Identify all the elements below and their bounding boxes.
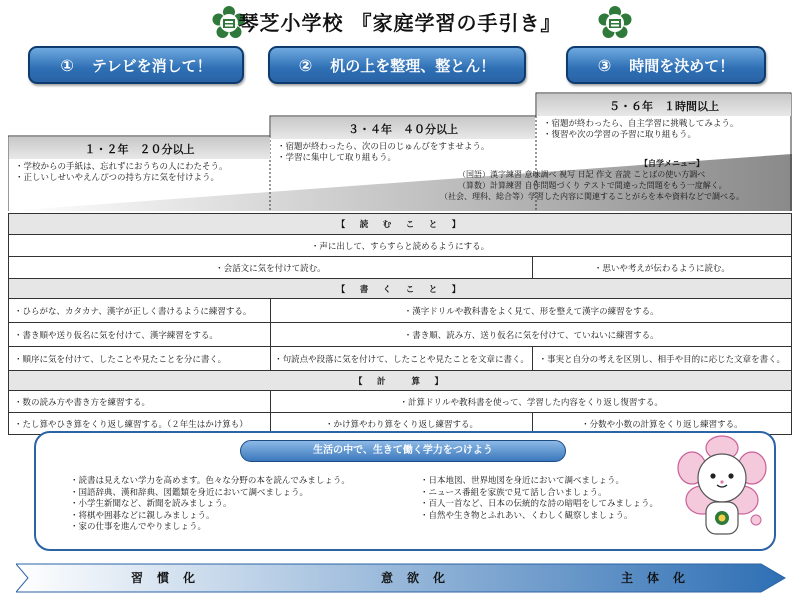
list-item: ・将棋や囲碁などに親しみましょう。 xyxy=(70,510,215,521)
table-cell: ・計算ドリルや教科書を使って、学習した内容をくり返し復習する。 xyxy=(270,391,791,412)
table-cell: ・会話文に気を付けて読む。 xyxy=(215,263,326,274)
section-heading: 【 書 く こ と 】 xyxy=(9,279,791,298)
pill-label: 時間を決めて！ xyxy=(629,56,735,75)
table-row xyxy=(8,299,792,323)
life-list-left xyxy=(70,476,350,534)
reading-heading-row xyxy=(8,213,792,235)
grade-line: ・正しいしせいやえんぴつの持ち方に気を付けよう。 xyxy=(15,173,220,183)
stage-habit: 習慣化 xyxy=(130,571,209,585)
list-item: ・家の仕事を進んでやりましょう。 xyxy=(70,522,207,532)
table-cell: ・事実と自分の考えを区別し、相手や目的に応じた文章を書く。 xyxy=(532,347,791,370)
table-cell: ・かけ算やわり算をくり返し練習する。 xyxy=(270,413,531,434)
list-item: ・読書は見えない学力を高めます。色々な分野の本を読んでみましょう。 xyxy=(70,476,350,486)
pill-number: ③ xyxy=(597,55,612,75)
life-skills-title: 生活の中で、生きて働く学力をつけよう xyxy=(240,440,566,462)
life-list-right xyxy=(420,476,658,522)
pill-number: ① xyxy=(60,55,74,75)
list-item: ・国語辞典、漢和辞典、図鑑類を身近において調べましょう。 xyxy=(70,487,309,498)
table-cell: ・数の読み方や書き方を練習する。 xyxy=(14,397,151,408)
self-study-menu xyxy=(440,169,788,202)
grade-1-2 xyxy=(9,137,270,187)
table-row xyxy=(8,391,792,413)
section-heading: 【 計 算 】 xyxy=(9,371,791,390)
list-item: ・日本地図、世界地図を身近において調べましょう。 xyxy=(420,476,625,486)
grade-line: ・学習に集中して取り組もう。 xyxy=(277,153,397,163)
table-cell: ・たし算やひき算をくり返し練習する。（２年生はかけ算も） xyxy=(14,419,248,430)
pill-label: 机の上を整理、整とん！ xyxy=(330,56,496,75)
stage-independence: 主体化 xyxy=(620,571,699,585)
section-heading: 【 読 む こ と 】 xyxy=(9,214,791,234)
pill-label: テレビを消して！ xyxy=(91,56,212,75)
table-cell: ・思いや考えが伝わるように読む。 xyxy=(532,257,791,278)
page-title: 琴芝小学校 『家庭学習の手引き』 xyxy=(238,11,562,35)
grade-title: １・２年 ２０分以上 xyxy=(9,137,270,159)
stage-motivation: 意欲化 xyxy=(380,571,459,585)
menu-line: （算数）計算練習 自作問題づくり テストで間違った問題をもう一度解く。 xyxy=(458,181,727,190)
table-row xyxy=(8,235,792,257)
list-item: ・自然や生き物とふれあい、くわしく観察しましょう。 xyxy=(420,510,633,521)
table-cell: ・書き順や送り仮名に気を付けて、漢字練習をする。 xyxy=(14,330,218,341)
grade-line: ・宿題が終わったら、自主学習に挑戦してみよう。 xyxy=(543,119,739,129)
grade-line: ・学校からの手紙は、忘れずにおうちの人にわたそう。 xyxy=(15,162,228,172)
pill-tv-off xyxy=(28,46,244,84)
pill-number: ② xyxy=(298,55,313,75)
table-cell: ・順序に気を付けて、したことや見たことを分に書く。 xyxy=(14,354,227,365)
table-row xyxy=(8,257,792,279)
grade-title: ３・４年 ４０分以上 xyxy=(271,117,535,139)
menu-title: 【自学メニュー】 xyxy=(640,159,704,168)
math-heading-row xyxy=(8,371,792,391)
table-cell: ・ひらがな、カタカナ、漢字が正しく書けるように練習する。 xyxy=(14,306,252,317)
writing-heading-row xyxy=(8,279,792,299)
mascot-flower-cat-icon xyxy=(676,434,768,546)
grade-5-6 xyxy=(537,94,791,144)
pill-set-time xyxy=(566,46,766,84)
table-cell: ・分数や小数の計算をくり返し練習する。 xyxy=(532,413,791,434)
menu-line: （社会、理科、総合等）学習した内容に関連することがらを本や資料などで調べる。 xyxy=(440,192,744,201)
table-row xyxy=(8,347,792,371)
table-row xyxy=(8,323,792,347)
menu-line: （国語）漢字練習 意味調べ 視写 日記 作文 音読 ことばの使い方調べ xyxy=(458,170,706,179)
list-item: ・小学生新聞など、新聞を読みましょう。 xyxy=(70,499,232,509)
grade-title: ５・６年 １時間以上 xyxy=(537,94,791,116)
list-item: ・ニュース番組を家族で見て話し合いましょう。 xyxy=(420,487,607,498)
table-cell: ・漢字ドリルや教科書をよく見て、形を整えて漢字の練習をする。 xyxy=(270,299,791,322)
grade-3-4 xyxy=(271,117,535,167)
table-cell: ・句読点や段落に気を付けて、したことや見たことを文章に書く。 xyxy=(270,347,531,370)
grade-line: ・宿題が終わったら、次の日のじゅんびをすませよう。 xyxy=(277,142,490,152)
pill-tidy-desk xyxy=(268,46,526,84)
grade-line: ・復習や次の学習の予習に取り組もう。 xyxy=(543,130,697,140)
table-cell: ・書き順、読み方、送り仮名に気を付けて、ていねいに練習する。 xyxy=(270,323,791,346)
table-cell: ・声に出して、すらすらと読めるようにする。 xyxy=(310,241,490,252)
list-item: ・百人一首など、日本の伝統的な詩の暗唱をしてみましょう。 xyxy=(420,499,659,509)
